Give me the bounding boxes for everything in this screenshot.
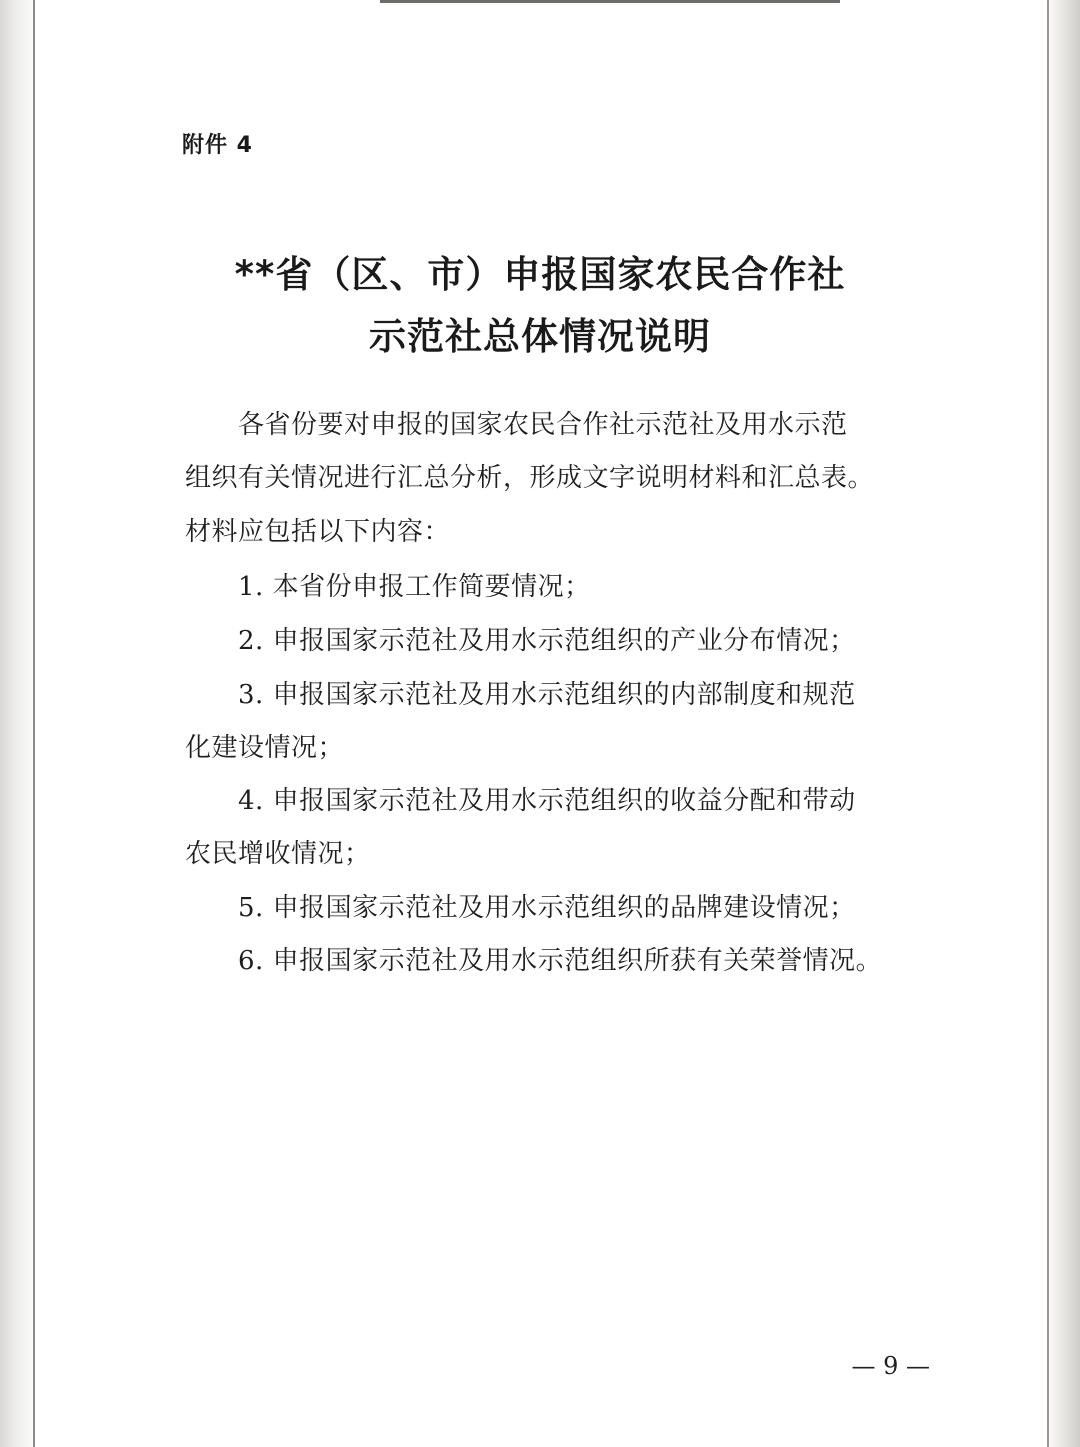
list-item-6: 6. 申报国家示范社及用水示范组织所获有关荣誉情况。: [238, 946, 883, 976]
list-item-1: 1. 本省份申报工作简要情况；: [238, 572, 591, 602]
scan-edge-left-line: [33, 0, 35, 1447]
list-item-4-line-2: 农民增收情况；: [185, 839, 371, 869]
list-item-5: 5. 申报国家示范社及用水示范组织的品牌建设情况；: [238, 893, 856, 923]
scan-edge-right-line: [1047, 0, 1049, 1447]
intro-paragraph-line-2: 组织有关情况进行汇总分析，形成文字说明材料和汇总表。: [185, 463, 875, 493]
list-item-2: 2. 申报国家示范社及用水示范组织的产业分布情况；: [238, 626, 856, 656]
document-title-line-1: **省（区、市）申报国家农民合作社: [234, 253, 846, 296]
list-item-3-line-1: 3. 申报国家示范社及用水示范组织的内部制度和规范: [238, 680, 856, 710]
intro-paragraph-line-1: 各省份要对申报的国家农民合作社示范社及用水示范: [238, 410, 848, 440]
scan-edge-top: [380, 0, 840, 3]
scan-edge-right: [1046, 0, 1080, 1447]
document-title-line-2: 示范社总体情况说明: [369, 315, 711, 358]
intro-paragraph-line-3: 材料应包括以下内容：: [185, 517, 451, 547]
list-item-4-line-1: 4. 申报国家示范社及用水示范组织的收益分配和带动: [238, 786, 856, 816]
page-number: — 9 —: [851, 1352, 930, 1380]
paper-sheet: [36, 0, 1046, 1447]
scan-edge-left: [0, 0, 36, 1447]
list-item-3-line-2: 化建设情况；: [185, 733, 345, 763]
attachment-label: 附件 4: [182, 133, 253, 158]
